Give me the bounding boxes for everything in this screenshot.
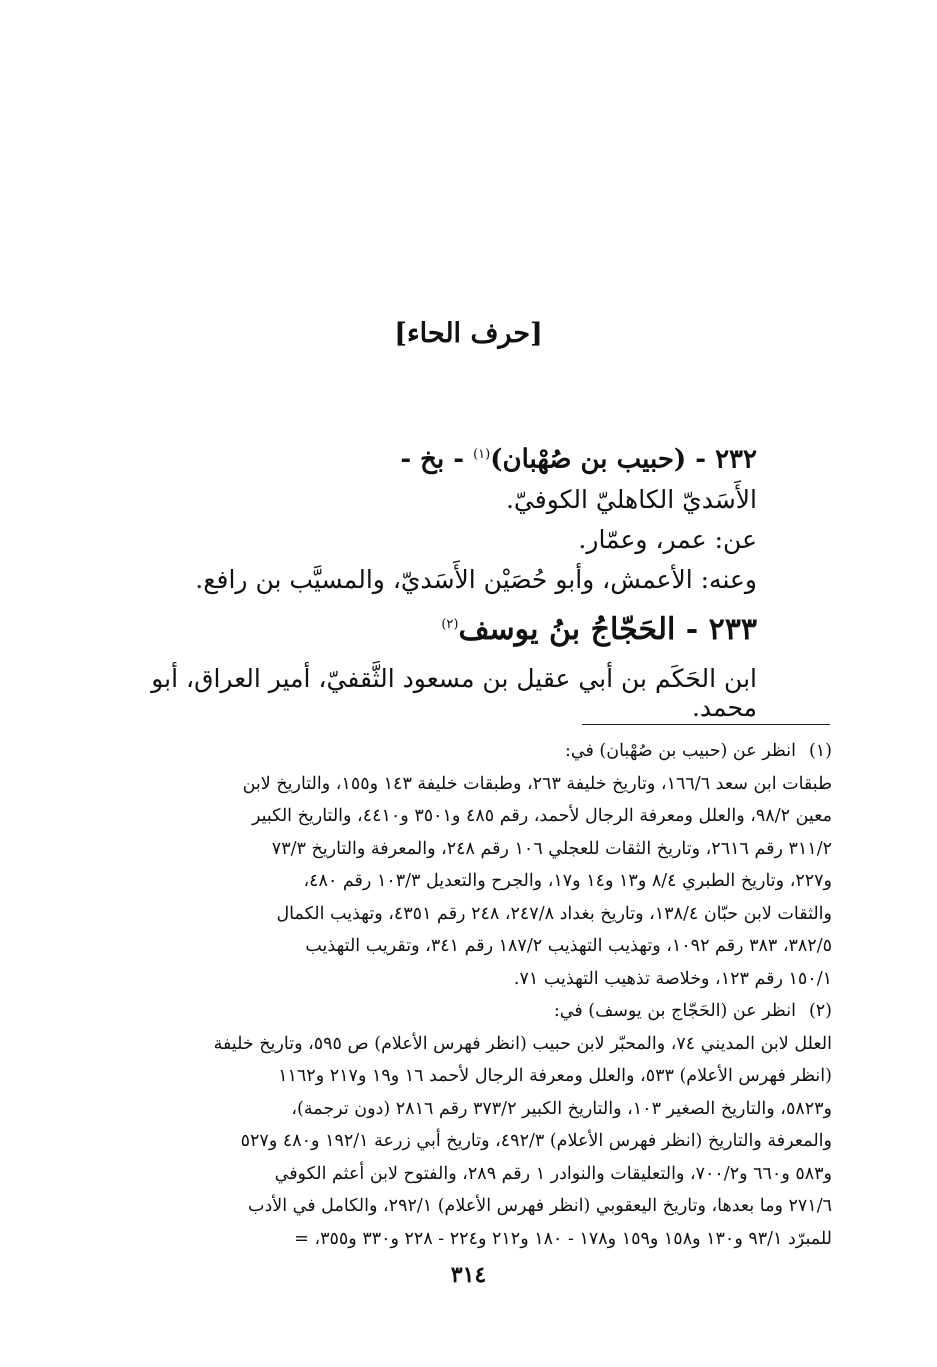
entry-233-heading (257, 612, 757, 647)
footnote-2-line: و٥٨٢٣، والتاريخ الصغير ١٠٣، والتاريخ الكبير ٣٧٣/٢ رقم ٢٨١٦ (دون ترجمة)، (291, 1098, 832, 1119)
footnote-1-line: والثقات لابن حبّان ١٣٨/٤، وتاريخ بغداد ٢٤٧/٨، ٢٤٨ رقم ٤٣٥١، وتهذيب الكمال (276, 903, 832, 924)
footnotes (127, 735, 832, 1255)
page-number: ٣١٤ (450, 1262, 487, 1288)
footnote-2-line: العلل لابن المديني ٧٤، والمحبّر لابن حبيب (انظر فهرس الأعلام) ص ٥٩٥، وتاريخ خليفة (213, 1033, 832, 1054)
footnote-2 (127, 995, 832, 1255)
footnote-1-line: ٣٨٢/٥، ٣٨٣ رقم ١٠٩٢، وتهذيب التهذيب ١٨٧/٢ رقم ٣٤١، وتقريب التهذيب (305, 936, 832, 956)
footnote-2-intro (127, 995, 832, 1028)
footnote-1-line: معين ٩٨/٢، والعلل ومعرفة الرجال لأحمد، رقم ٤٨٥ و٣٥٠١ و٤٤١٠، والتاريخ الكبير (251, 806, 832, 826)
footnote-ref-1[interactable]: (١) (473, 447, 491, 462)
footnote-2-line: والمعرفة والتاريخ (انظر فهرس الأعلام) ٤٩٢/٣، وتاريخ أبي زرعة ١٩٢/١ و٤٨٠ و٥٢٧ (240, 1131, 832, 1151)
footnote-2-number: (٢) (808, 1001, 832, 1021)
footnote-1-intro (127, 735, 832, 768)
footnote-1-line: طبقات ابن سعد ١٦٦/٦، وتاريخ خليفة ٢٦٣، وطبقات خليفة ١٤٣ و١٥٥، والتاريخ لابن (242, 773, 832, 794)
entry-232-teachers: عن: عمر، وعمّار. (578, 524, 757, 554)
footnote-2-line: (انظر فهرس الأعلام) ٥٣٣، والعلل ومعرفة الرجال لأحمد ١٦ و١٩ و٢١٧ و١١٦٢ (278, 1066, 832, 1086)
footnote-2-line: و٥٨٣ و٦٦٠ و٧٠٠/٢، والتعليقات والنوادر ١ رقم ٢٨٩، والفتوح لابن أعثم الكوفي (274, 1163, 832, 1184)
footnote-1 (127, 735, 832, 995)
entry-232-heading (157, 435, 757, 480)
footnote-1-line: ٣١١/٢ رقم ٢٦١٦، وتاريخ الثقات للعجلي ١٠٦ رقم ٢٤٨، والمعرفة والتاريخ ٧٣/٣ (271, 838, 832, 859)
footnote-1-line: ١٥٠/١ رقم ١٢٣، وخلاصة تذهيب التهذيب ٧١. (513, 968, 832, 989)
footnote-2-intro-text: انظر عن (الحَجّاج بن يوسف) في: (553, 1001, 796, 1021)
entry-232-title: ٢٣٢ - (حبيب بن صُهْبان) (490, 444, 757, 475)
entry-232-heading-tail: - بخ - (400, 444, 474, 475)
footnote-1-intro-text: انظر عن (حبيب بن صُهْبان) في: (565, 741, 796, 761)
footnote-1-number: (١) (808, 741, 832, 761)
footnote-2-line: للمبرّد ٩٣/١ و١٣٠ و١٥٨ و١٥٩ و١٧٨ - ١٨٠ و٢١٢ و٢٢٤ - ٢٢٨ و٣٣٠ و٣٥٥، = (294, 1228, 832, 1249)
entry-232 (157, 435, 757, 600)
footnote-separator (582, 724, 830, 725)
footnote-1-line: و٢٢٧، وتاريخ الطبري ٨/٤ و١٣ و١٤ و١٧، والجرح والتعديل ١٠٣/٣ رقم ٤٨٠، (303, 871, 832, 891)
entry-232-nisba: الأَسَديّ الكاهليّ الكوفيّ. (505, 484, 757, 514)
footnote-2-line: ٢٧١/٦ وما بعدها، وتاريخ اليعقوبي (انظر فهرس الأعلام) ٢٩٢/١، والكامل في الأدب (248, 1196, 832, 1216)
chapter-title: [حرف الحاء] (394, 318, 543, 349)
entry-233-title: ٢٣٣ - الحَجّاجُ بنُ يوسف (458, 612, 757, 647)
entry-233-lineage: ابن الحَكَم بن أبي عقيل بن مسعود الثَّقفيّ، أمير العراق، أبو محمد. (151, 664, 757, 722)
footnote-ref-2[interactable]: (٢) (441, 617, 459, 632)
entry-232-students: وعنه: الأعمش، وأبو حُصَيْن الأَسَديّ، والمسيَّب بن رافع. (195, 564, 757, 594)
